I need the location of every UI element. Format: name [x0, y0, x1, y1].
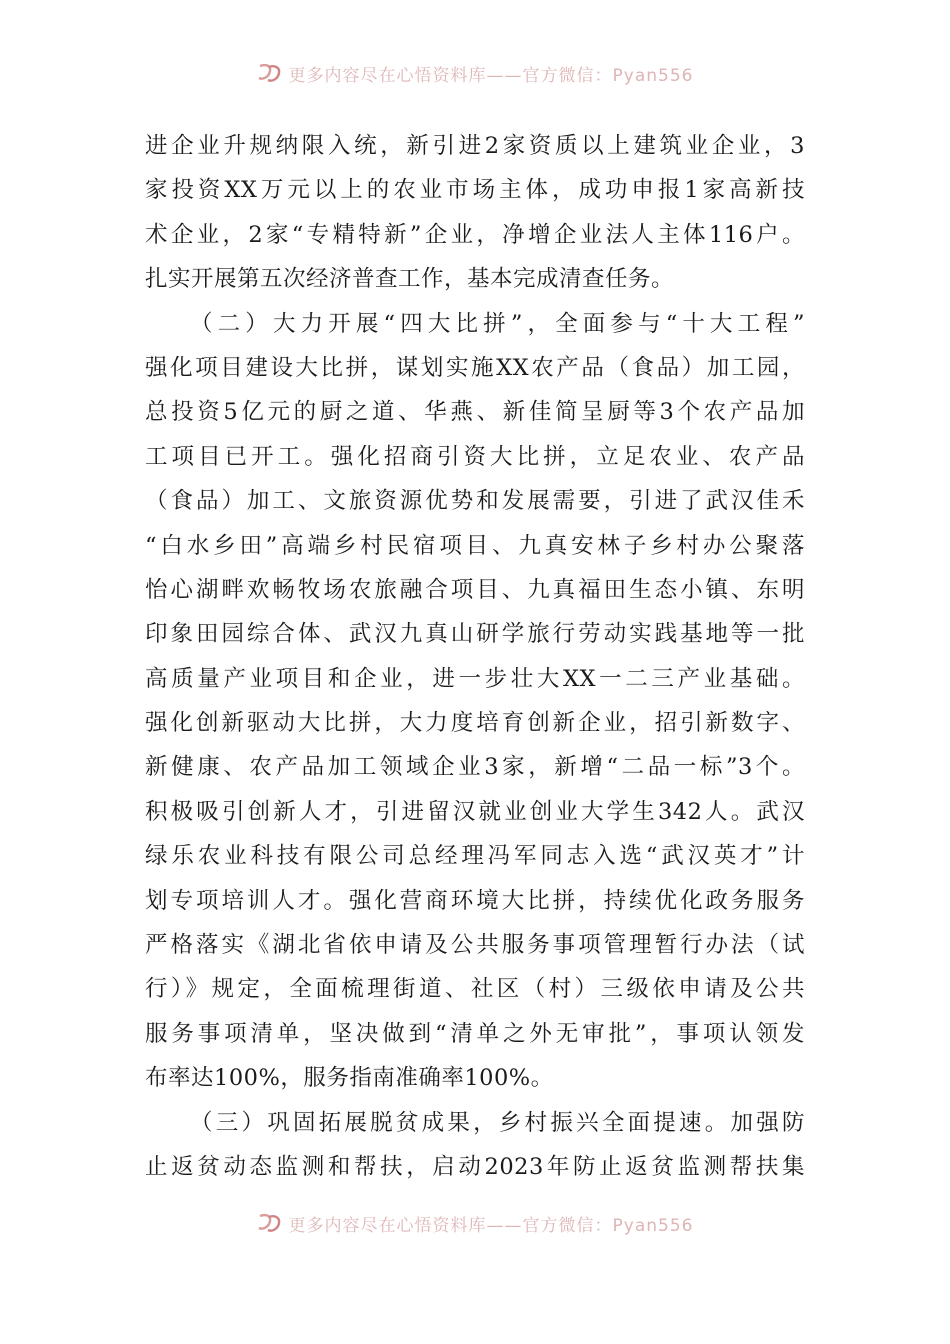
text-line: 布率达100%，服务指南准确率100%。	[145, 1065, 554, 1092]
text-line: 怡心湖畔欢畅牧场农旅融合项目、九真福田生态小镇、东明	[145, 576, 805, 603]
text-line: 划专项培训人才。强化营商环境大比拼，持续优化政务服务	[145, 887, 805, 914]
text-line: 服务事项清单，坚决做到“清单之外无审批”，事项认领发	[145, 1020, 805, 1047]
paragraph-1	[145, 124, 805, 302]
text-line: “白水乡田”高端乡村民宿项目、九真安林子乡村办公聚落	[145, 532, 805, 559]
text-line: 扎实开展第五次经济普查工作，基本完成清查任务。	[145, 266, 675, 293]
text-line: （食品）加工、文旅资源优势和发展需要，引进了武汉佳禾	[145, 488, 805, 515]
document-body	[145, 124, 805, 1189]
text-line: 止返贫动态监测和帮扶，启动2023年防止返贫监测帮扶集	[145, 1153, 805, 1180]
text-line: 强化创新驱动大比拼，大力度培育创新企业，招引新数字、	[145, 710, 805, 737]
watermark-text: 更多内容尽在心悟资料库——官方微信：Pyan556	[288, 1215, 694, 1236]
text-line: 严格落实《湖北省依申请及公共服务事项管理暂行办法（试	[145, 932, 805, 959]
text-line: 印象田园综合体、武汉九真山研学旅行劳动实践基地等一批	[145, 621, 805, 648]
text-line: 家投资XX万元以上的农业市场主体，成功申报1家高新技	[145, 177, 805, 204]
text-line: 强化项目建设大比拼，谋划实施XX农产品（食品）加工园，	[145, 354, 805, 381]
watermark-logo-icon	[257, 62, 283, 84]
watermark-text: 更多内容尽在心悟资料库——官方微信：Pyan556	[288, 65, 694, 86]
text-line: 高质量产业项目和企业，进一步壮大XX一二三产业基础。	[145, 665, 805, 692]
paragraph-2	[145, 302, 805, 1101]
text-line: 术企业，2家“专精特新”企业，净增企业法人主体116户。	[145, 221, 805, 248]
watermark-top	[0, 58, 950, 88]
text-line: 绿乐农业科技有限公司总经理冯军同志入选“武汉英才”计	[145, 843, 805, 870]
text-line: 积极吸引创新人才，引进留汉就业创业大学生342人。武汉	[145, 798, 805, 825]
watermark-logo-icon	[257, 1212, 283, 1234]
text-line: 工项目已开工。强化招商引资大比拼，立足农业、农产品	[145, 443, 805, 470]
text-line: 进企业升规纳限入统，新引进2家资质以上建筑业企业，3	[145, 133, 805, 159]
paragraph-3	[145, 1101, 805, 1190]
text-line: 新健康、农产品加工领域企业3家，新增“二品一标”3个。	[145, 754, 805, 781]
text-line: （二）大力开展“四大比拼”，全面参与“十大工程”	[190, 310, 805, 337]
text-line: 总投资5亿元的厨之道、华燕、新佳简呈厨等3个农产品加	[145, 399, 805, 426]
watermark-bottom	[0, 1208, 950, 1238]
text-line: （三）巩固拓展脱贫成果，乡村振兴全面提速。加强防	[190, 1109, 805, 1136]
text-line: 行）》规定，全面梳理街道、社区（村）三级依申请及公共	[145, 976, 805, 1003]
